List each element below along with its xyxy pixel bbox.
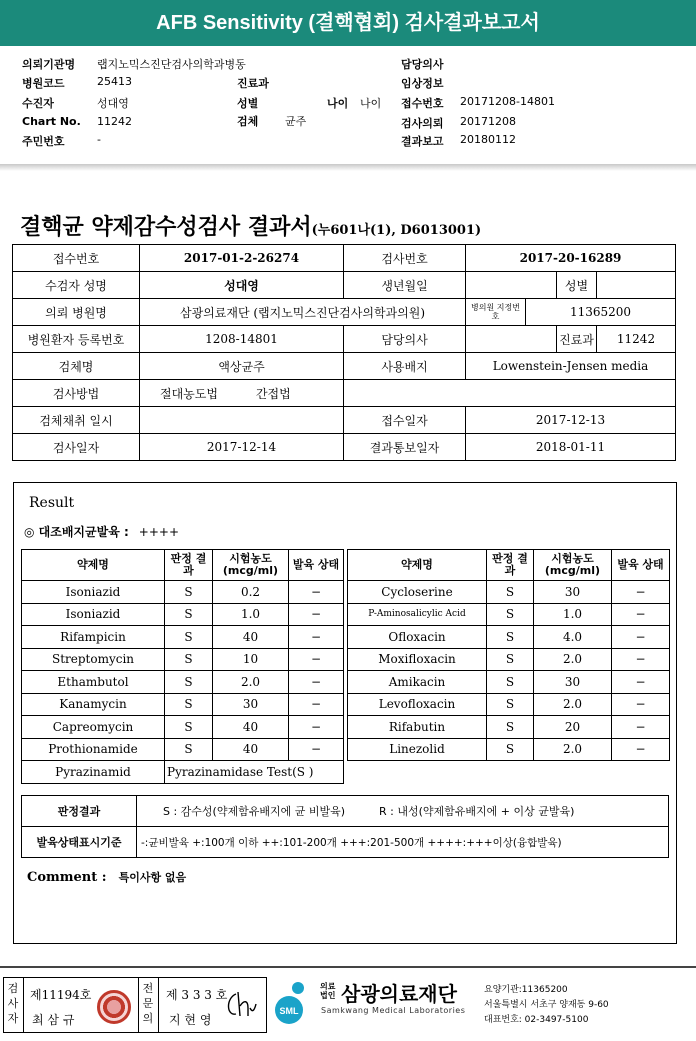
care-no: 요양기관:11365200 (484, 985, 568, 995)
growth-legend-label: 발육상태표시기준 (22, 827, 137, 858)
pyrazinamid-result: Pyrazinamidase Test(S ) (165, 761, 344, 784)
address: 서울특별시 서초구 양재동 9-60 (484, 1000, 609, 1010)
comment-text: 특이사항 없음 (118, 871, 187, 884)
hospital-value: 삼광의료재단 (랩지노믹스진단검사의학과의원) (140, 299, 466, 326)
table-row (13, 272, 676, 299)
drug-row (22, 738, 670, 761)
table-row (13, 434, 676, 461)
divider (158, 978, 159, 1032)
drug-name: Kanamycin (22, 693, 165, 716)
judge-value: S (487, 648, 534, 671)
conc-value: 2.0 (213, 671, 289, 694)
org-name: 삼광의료재단 (341, 982, 457, 1006)
name-label: 수검자 성명 (13, 272, 140, 299)
control-growth (24, 523, 179, 540)
table-row (13, 326, 676, 353)
chart-value: 11242 (97, 115, 132, 128)
judge-r: R : 내성(약제함유배지에 + 이상 균발육) (379, 805, 575, 818)
reg-no-value: 1208-14801 (140, 326, 344, 353)
drug-row (22, 581, 670, 604)
hosp-no-value: 11365200 (526, 299, 676, 326)
patient-label: 수진자 (22, 97, 54, 110)
divider (23, 978, 24, 1032)
sex-label: 성별 (237, 97, 259, 110)
conc-value: 2.0 (534, 693, 612, 716)
notified-value: 2018-01-11 (466, 434, 676, 461)
method-blank (344, 380, 676, 407)
sex-label: 성별 (557, 272, 597, 299)
drug-row (22, 671, 670, 694)
conc-value: 10 (213, 648, 289, 671)
drug-name: Ethambutol (22, 671, 165, 694)
specimen-label: 검체 (237, 115, 259, 128)
specimen-label: 검체명 (13, 353, 140, 380)
conc-value: 2.0 (534, 648, 612, 671)
col-judge: 판정 결과 (165, 550, 213, 581)
tester-no: 제11194호 (30, 988, 92, 1002)
receipt-label: 접수번호 (401, 97, 444, 110)
specimen-value: 액상균주 (140, 353, 344, 380)
dept-label: 진료과 (237, 77, 269, 90)
notified-label: 결과통보일자 (344, 434, 466, 461)
dept-label: 진료과 (557, 326, 597, 353)
specialist-label: 전문의 (142, 982, 154, 1025)
receipt-no-label: 접수번호 (13, 245, 140, 272)
drug-row (22, 716, 670, 739)
col-conc-2: 시험농도 (mcg/ml) (534, 550, 612, 581)
drug-name: Levofloxacin (348, 693, 487, 716)
judge-value: S (487, 626, 534, 649)
conc-value: 30 (534, 671, 612, 694)
specialist-name: 지 현 영 (169, 1013, 212, 1027)
patient-table (12, 244, 676, 461)
judge-value: S (165, 648, 213, 671)
table-row (13, 353, 676, 380)
judge-legend-label: 판정결과 (22, 796, 137, 827)
drug-name: Prothionamide (22, 738, 165, 761)
drug-name: Streptomycin (22, 648, 165, 671)
growth-value: − (289, 671, 344, 694)
drug-table (21, 549, 670, 784)
received-value: 2017-12-13 (466, 407, 676, 434)
conc-value: 40 (213, 716, 289, 739)
comment (27, 869, 186, 885)
legend-table (21, 795, 669, 858)
medium-value: Lowenstein-Jensen media (466, 353, 676, 380)
method-2: 간접법 (255, 386, 291, 401)
resident-value: - (97, 133, 101, 146)
drug-name: Isoniazid (22, 603, 165, 626)
judge-value: S (487, 738, 534, 761)
col-conc: 시험농도 (mcg/ml) (213, 550, 289, 581)
judge-value: S (487, 716, 534, 739)
drug-name: Rifampicin (22, 626, 165, 649)
judge-value: S (487, 671, 534, 694)
judge-value: S (487, 581, 534, 604)
drug-name: Isoniazid (22, 581, 165, 604)
table-row (22, 827, 669, 858)
growth-legend-text: -:균비발육 +:100개 이하 ++:101-200개 +++:201-500개 ++++:+++이상(융합발육) (137, 827, 669, 858)
drug-row (22, 626, 670, 649)
table-row (13, 299, 676, 326)
drug-row (22, 648, 670, 671)
growth-value: − (612, 648, 670, 671)
method-1: 절대농도법 (160, 386, 218, 401)
drug-name: Pyrazinamid (22, 761, 165, 784)
growth-value: − (289, 716, 344, 739)
drug-name: Moxifloxacin (348, 648, 487, 671)
drug-row (22, 693, 670, 716)
report-date-value: 20180112 (460, 133, 516, 146)
growth-value: − (612, 671, 670, 694)
growth-value: − (289, 626, 344, 649)
birth-value (466, 272, 557, 299)
sex-value (597, 272, 676, 299)
growth-value: − (289, 603, 344, 626)
test-no-label: 검사번호 (344, 245, 466, 272)
conc-value: 30 (213, 693, 289, 716)
receipt-value: 20171208-14801 (460, 95, 555, 108)
judge-value: S (165, 603, 213, 626)
growth-value: − (289, 693, 344, 716)
conc-value: 0.2 (213, 581, 289, 604)
col-growth-2: 발육 상태 (612, 550, 670, 581)
method-value (140, 380, 344, 407)
table-row (22, 796, 669, 827)
doctor-label: 담당의사 (344, 326, 466, 353)
reg-no-label: 병원환자 등록번호 (13, 326, 140, 353)
growth-value: − (612, 738, 670, 761)
req-date-label: 검사의뢰 (401, 117, 444, 130)
req-org-value: 랩지노믹스진단검사의학과병동 (97, 58, 246, 71)
report-date-label: 결과보고 (401, 135, 444, 148)
sml-logo-icon (272, 977, 316, 1027)
conc-value: 30 (534, 581, 612, 604)
growth-value: − (289, 581, 344, 604)
patient-name: 성대영 (140, 272, 344, 299)
tested-value: 2017-12-14 (140, 434, 344, 461)
test-no: 2017-20-16289 (466, 245, 676, 272)
judge-value: S (165, 581, 213, 604)
drug-name: Capreomycin (22, 716, 165, 739)
growth-value: − (612, 626, 670, 649)
judge-value: S (165, 738, 213, 761)
drug-row (22, 603, 670, 626)
growth-value: − (289, 648, 344, 671)
drug-row (22, 761, 670, 784)
section-divider (0, 164, 696, 171)
conc-value: 1.0 (534, 603, 612, 626)
table-row (13, 380, 676, 407)
collect-value (140, 407, 344, 434)
conc-value: 40 (213, 626, 289, 649)
doctor-label: 담당의사 (401, 58, 444, 71)
tester-name: 최 삼 규 (32, 1013, 75, 1027)
growth-value: − (612, 581, 670, 604)
signature-box (3, 977, 267, 1033)
patient-value: 성대영 (97, 97, 129, 110)
specimen-value: 균주 (285, 115, 307, 128)
tested-label: 검사일자 (13, 434, 140, 461)
report-heading (20, 210, 481, 241)
comment-label: Comment : (27, 870, 107, 885)
hosp-code-label: 병원코드 (22, 77, 65, 90)
table-row (13, 245, 676, 272)
judge-legend-text (137, 796, 669, 827)
phone: 대표번호: 02-3497-5100 (484, 1015, 589, 1025)
org-prefix: 의료 법인 (320, 982, 336, 1000)
clinical-label: 임상정보 (401, 77, 444, 90)
org-en: Samkwang Medical Laboratories (321, 1006, 466, 1015)
receipt-no: 2017-01-2-26274 (140, 245, 344, 272)
received-label: 접수일자 (344, 407, 466, 434)
judge-value: S (165, 626, 213, 649)
conc-value: 1.0 (213, 603, 289, 626)
judge-s: S : 감수성(약제함유배지에 균 비발육) (163, 805, 346, 818)
chart-label: Chart No. (22, 115, 81, 128)
growth-value: − (612, 693, 670, 716)
hosp-no-label: 병의원 지정번호 (466, 299, 526, 326)
judge-value: S (487, 603, 534, 626)
medium-label: 사용배지 (344, 353, 466, 380)
doctor-value (466, 326, 557, 353)
req-org-label: 의뢰기관명 (22, 58, 76, 71)
signature-icon (222, 986, 258, 1022)
control-growth-value: ++++ (138, 525, 179, 539)
age-value: 나이 (360, 97, 382, 110)
growth-value: − (612, 603, 670, 626)
growth-value: − (612, 716, 670, 739)
drug-name: Cycloserine (348, 581, 487, 604)
dept-value: 11242 (597, 326, 676, 353)
drug-name: Linezolid (348, 738, 487, 761)
col-judge-2: 판정 결과 (487, 550, 534, 581)
tester-label: 검사자 (7, 982, 19, 1025)
col-drug: 약제명 (22, 550, 165, 581)
conc-value: 20 (534, 716, 612, 739)
drug-name: Rifabutin (348, 716, 487, 739)
method-label: 검사방법 (13, 380, 140, 407)
collect-label: 검체채취 일시 (13, 407, 140, 434)
row-blank (344, 761, 670, 784)
specialist-no: 제 3 3 3 호 (166, 988, 228, 1002)
judge-value: S (487, 693, 534, 716)
hosp-code-value: 25413 (97, 75, 132, 88)
col-growth: 발육 상태 (289, 550, 344, 581)
hospital-label: 의뢰 병원명 (13, 299, 140, 326)
report-heading-code: (누601나(1), D6013001) (311, 223, 482, 238)
judge-value: S (165, 716, 213, 739)
request-info-panel (0, 52, 696, 164)
req-date-value: 20171208 (460, 115, 516, 128)
resident-label: 주민번호 (22, 135, 65, 148)
logo-text: SML (279, 1006, 299, 1016)
growth-value: − (289, 738, 344, 761)
drug-name: P-Aminosalicylic Acid (348, 603, 487, 626)
footer (0, 966, 696, 1041)
judge-value: S (165, 671, 213, 694)
report-title-bar: AFB Sensitivity (결핵협회) 검사결과보고서 (0, 0, 696, 46)
result-title: Result (29, 495, 75, 511)
drug-name: Ofloxacin (348, 626, 487, 649)
col-drug-2: 약제명 (348, 550, 487, 581)
conc-value: 2.0 (534, 738, 612, 761)
seal-icon (97, 990, 131, 1024)
drug-name: Amikacin (348, 671, 487, 694)
control-growth-label: ◎ 대조배지균발육 : (24, 525, 129, 539)
age-label: 나이 (327, 97, 349, 110)
divider (138, 978, 139, 1032)
table-row (13, 407, 676, 434)
birth-label: 생년월일 (344, 272, 466, 299)
drug-table-header (22, 550, 670, 581)
conc-value: 40 (213, 738, 289, 761)
result-panel (13, 482, 677, 944)
judge-value: S (165, 693, 213, 716)
conc-value: 4.0 (534, 626, 612, 649)
report-heading-title: 결핵균 약제감수성검사 결과서 (20, 214, 312, 240)
